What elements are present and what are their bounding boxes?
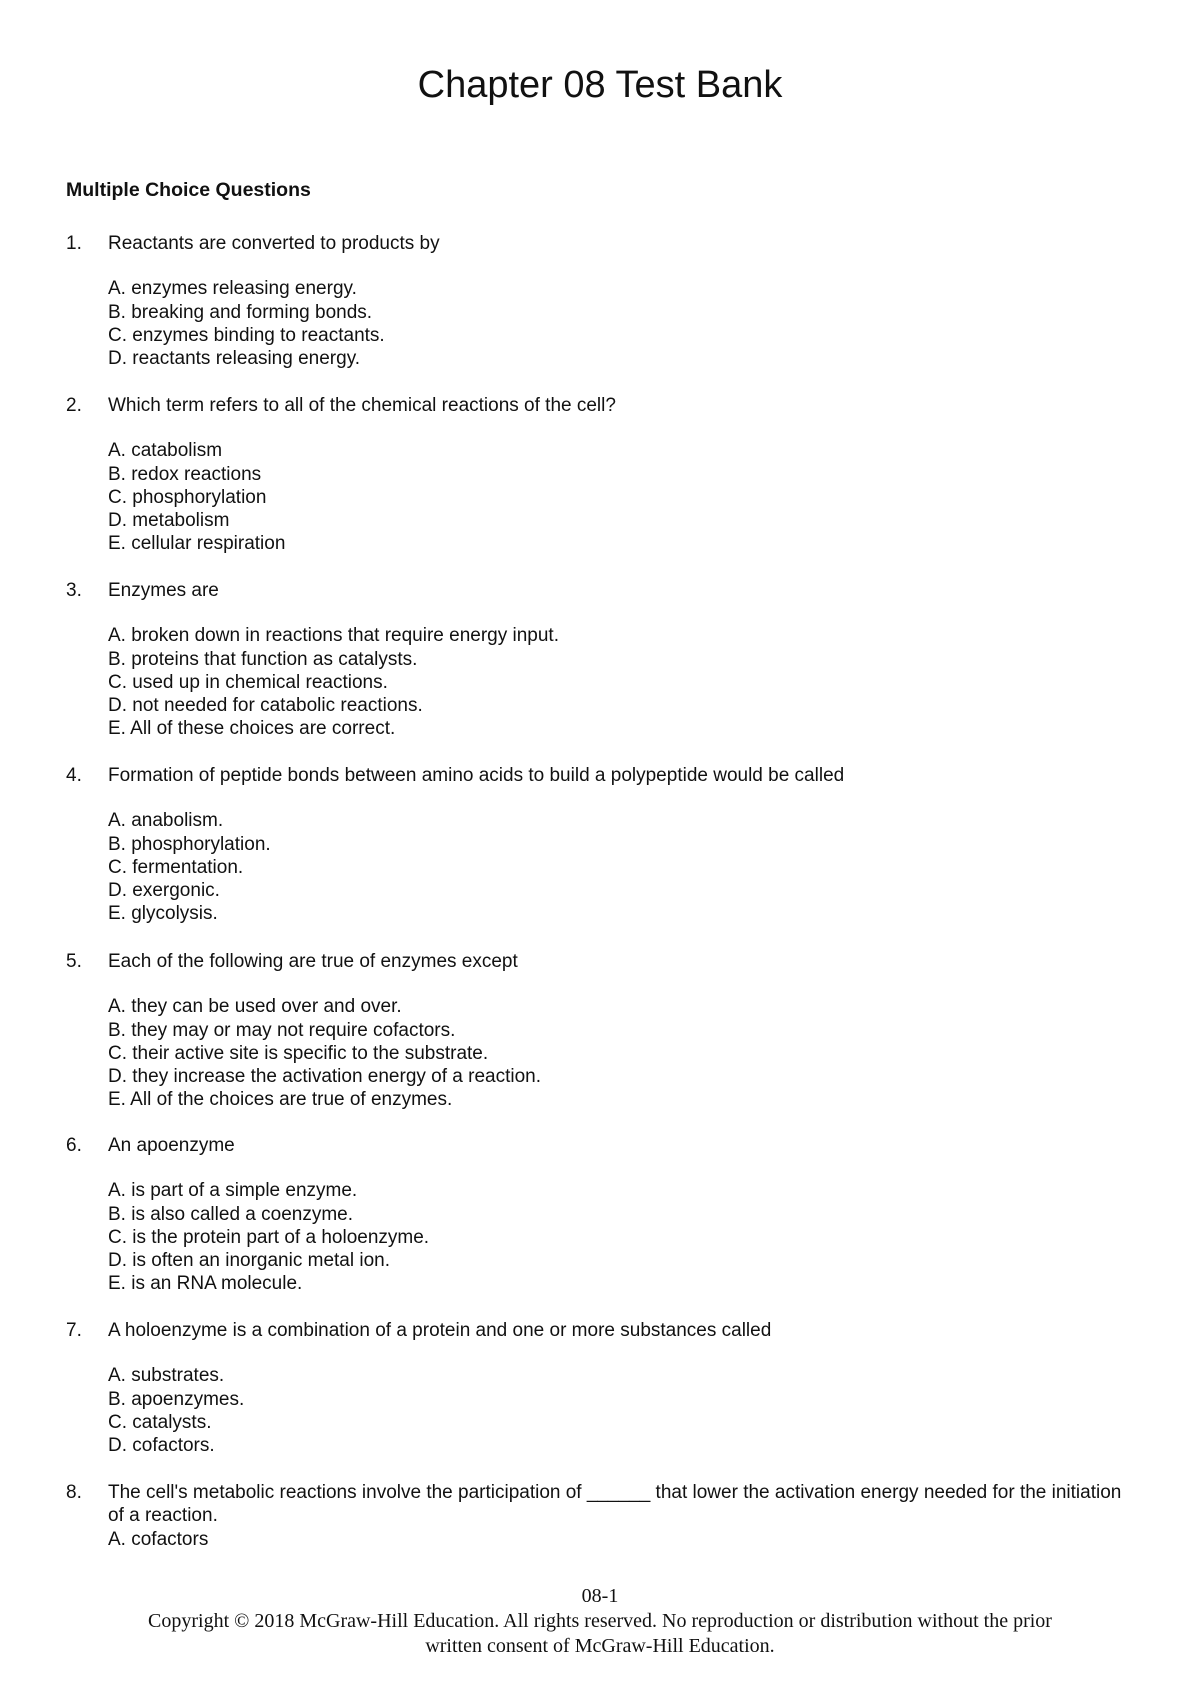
answer-option: C. their active site is specific to the substrate. xyxy=(108,1042,489,1064)
answer-options xyxy=(108,624,1126,740)
question-stem: A holoenzyme is a combination of a protein and one or more substances called xyxy=(108,1320,772,1341)
answer-option: B. phosphorylation. xyxy=(108,833,271,855)
question-number: 6. xyxy=(66,1135,82,1156)
answer-option: E. All of the choices are true of enzymes. xyxy=(108,1089,453,1111)
question-2 xyxy=(66,394,1126,556)
question-8 xyxy=(66,1481,1126,1551)
answer-option: C. catalysts. xyxy=(108,1411,212,1433)
answer-options xyxy=(108,277,1126,370)
answer-options xyxy=(108,439,1126,555)
answer-options xyxy=(108,1528,1126,1551)
answer-option: B. redox reactions xyxy=(108,463,262,485)
answer-option: D. they increase the activation energy of a reaction. xyxy=(108,1066,542,1088)
answer-option: A. enzymes releasing energy. xyxy=(108,278,357,300)
question-number: 2. xyxy=(66,395,82,416)
answer-option: C. used up in chemical reactions. xyxy=(108,671,388,693)
question-stem: The cell's metabolic reactions involve the participation of ______ that lower the activation energy needed for the initiation of a reaction. xyxy=(108,1482,1122,1527)
question-number: 8. xyxy=(66,1482,82,1503)
section-heading: Multiple Choice Questions xyxy=(66,179,311,201)
question-stem: Each of the following are true of enzymes except xyxy=(108,951,518,972)
question-5 xyxy=(66,950,1126,1112)
question-6 xyxy=(66,1134,1126,1296)
answer-option: D. reactants releasing energy. xyxy=(108,348,361,370)
answer-option: B. they may or may not require cofactors. xyxy=(108,1019,456,1041)
answer-option: E. cellular respiration xyxy=(108,533,286,555)
answer-option: B. breaking and forming bonds. xyxy=(108,301,373,323)
answer-option: C. is the protein part of a holoenzyme. xyxy=(108,1226,430,1248)
answer-option: D. exergonic. xyxy=(108,880,220,902)
question-number: 1. xyxy=(66,233,82,254)
question-number: 7. xyxy=(66,1320,82,1341)
question-stem: Which term refers to all of the chemical reactions of the cell? xyxy=(108,395,616,416)
question-3 xyxy=(66,579,1126,741)
answer-option: C. phosphorylation xyxy=(108,486,267,508)
question-stem: Reactants are converted to products by xyxy=(108,233,440,254)
answer-options xyxy=(108,1179,1126,1295)
question-number: 5. xyxy=(66,951,82,972)
answer-option: E. glycolysis. xyxy=(108,903,218,925)
question-4 xyxy=(66,764,1126,926)
question-number: 3. xyxy=(66,580,82,601)
answer-option: A. is part of a simple enzyme. xyxy=(108,1180,358,1202)
answer-options xyxy=(108,995,1126,1111)
answer-option: A. broken down in reactions that require energy input. xyxy=(108,625,559,647)
page-number: 08-1 xyxy=(581,1585,619,1607)
question-1 xyxy=(66,232,1126,370)
question-stem: An apoenzyme xyxy=(108,1135,235,1156)
page-title: Chapter 08 Test Bank xyxy=(417,64,783,106)
question-number: 4. xyxy=(66,765,82,786)
copyright-notice: Copyright © 2018 McGraw-Hill Education. All rights reserved. No reproduction or distribution without the prior written consent of McGraw-Hill Education. xyxy=(148,1610,1052,1657)
answer-option: C. enzymes binding to reactants. xyxy=(108,324,385,346)
answer-option: B. apoenzymes. xyxy=(108,1388,245,1410)
answer-options xyxy=(108,1364,1126,1457)
answer-option: E. is an RNA molecule. xyxy=(108,1273,303,1295)
answer-option: A. cofactors xyxy=(108,1528,209,1550)
question-stem: Enzymes are xyxy=(108,580,219,601)
answer-option: D. metabolism xyxy=(108,510,230,532)
answer-option: A. they can be used over and over. xyxy=(108,996,402,1018)
question-7 xyxy=(66,1319,1126,1457)
answer-option: E. All of these choices are correct. xyxy=(108,718,396,740)
answer-option: C. fermentation. xyxy=(108,856,244,878)
answer-option: B. is also called a coenzyme. xyxy=(108,1203,354,1225)
question-stem: Formation of peptide bonds between amino acids to build a polypeptide would be called xyxy=(108,765,845,786)
answer-option: D. is often an inorganic metal ion. xyxy=(108,1250,390,1272)
answer-option: A. catabolism xyxy=(108,440,223,462)
answer-option: A. anabolism. xyxy=(108,810,224,832)
answer-option: A. substrates. xyxy=(108,1365,225,1387)
answer-option: D. not needed for catabolic reactions. xyxy=(108,695,423,717)
answer-options xyxy=(108,809,1126,925)
answer-option: B. proteins that function as catalysts. xyxy=(108,648,418,670)
answer-option: D. cofactors. xyxy=(108,1435,215,1457)
